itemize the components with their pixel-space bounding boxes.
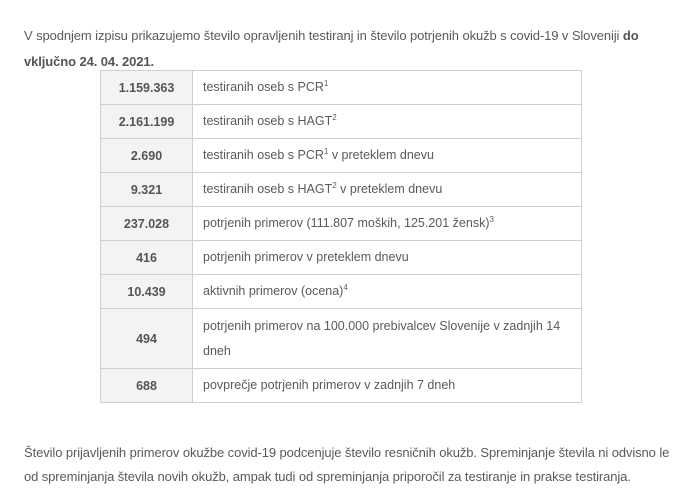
table-row [101,369,582,403]
row-label [193,173,582,207]
row-label [193,309,582,369]
table-row [101,309,582,369]
footnote-ref[interactable]: 3 [489,214,494,224]
footnote-ref[interactable]: 2 [332,112,337,122]
footnote-ref[interactable]: 1 [323,146,329,156]
intro-paragraph [24,23,674,75]
footnote-ref[interactable]: 1 [323,78,329,88]
row-label-text: testiranih oseb s HAGT [203,114,333,128]
row-label [193,105,582,139]
footnote-ref[interactable]: 2 [332,180,337,190]
row-label-text: aktivnih primerov (ocena) [203,284,344,298]
table-row [101,173,582,207]
row-label [193,241,582,275]
footer-note: Število prijavljenih primerov okužbe covid-19 podcenjuje število resničnih okužb. Spreminjanje števila ni odvisno le od spreminjanja števila novih okužb, ampak tudi od spreminjanja priporočil za testiranje in prakse testiranja. [24,445,670,484]
row-label [193,139,582,173]
row-label [193,71,582,105]
row-value: 2.161.199 [101,105,193,139]
table-row [101,241,582,275]
row-label [193,207,582,241]
row-value: 494 [101,309,193,369]
row-label-text: potrjenih primerov na 100.000 prebivalcev Slovenije v zadnjih 14 dneh [203,318,561,358]
table-row [101,139,582,173]
row-label-text: testiranih oseb s PCR [203,80,324,94]
intro-text: V spodnjem izpisu prikazujemo število opravljenih testiranj in število potrjenih okužb s covid-19 v Sloveniji [24,28,623,43]
table-row [101,275,582,309]
table-row [101,207,582,241]
intro-date: do vključno 24. 04. 2021. [24,28,639,69]
row-value: 1.159.363 [101,71,193,105]
row-value: 2.690 [101,139,193,173]
row-value: 10.439 [101,275,193,309]
footnote-ref[interactable]: 4 [343,282,348,292]
row-label-text: potrjenih primerov (111.807 moških, 125.201 žensk) [203,216,490,230]
row-label-suffix: v preteklem dnevu [328,148,434,162]
row-label [193,275,582,309]
row-label-text: potrjenih primerov v preteklem dnevu [203,250,409,264]
row-label-text: testiranih oseb s PCR [203,148,324,162]
row-label-text: povprečje potrjenih primerov v zadnjih 7 dneh [203,378,456,392]
row-label-suffix: v preteklem dnevu [336,182,443,196]
table-row [101,105,582,139]
row-value: 416 [101,241,193,275]
row-value: 237.028 [101,207,193,241]
row-value: 688 [101,369,193,403]
row-value: 9.321 [101,173,193,207]
table-row [101,71,582,105]
statistics-table [100,70,582,403]
row-label [193,369,582,403]
row-label-text: testiranih oseb s HAGT [203,182,333,196]
